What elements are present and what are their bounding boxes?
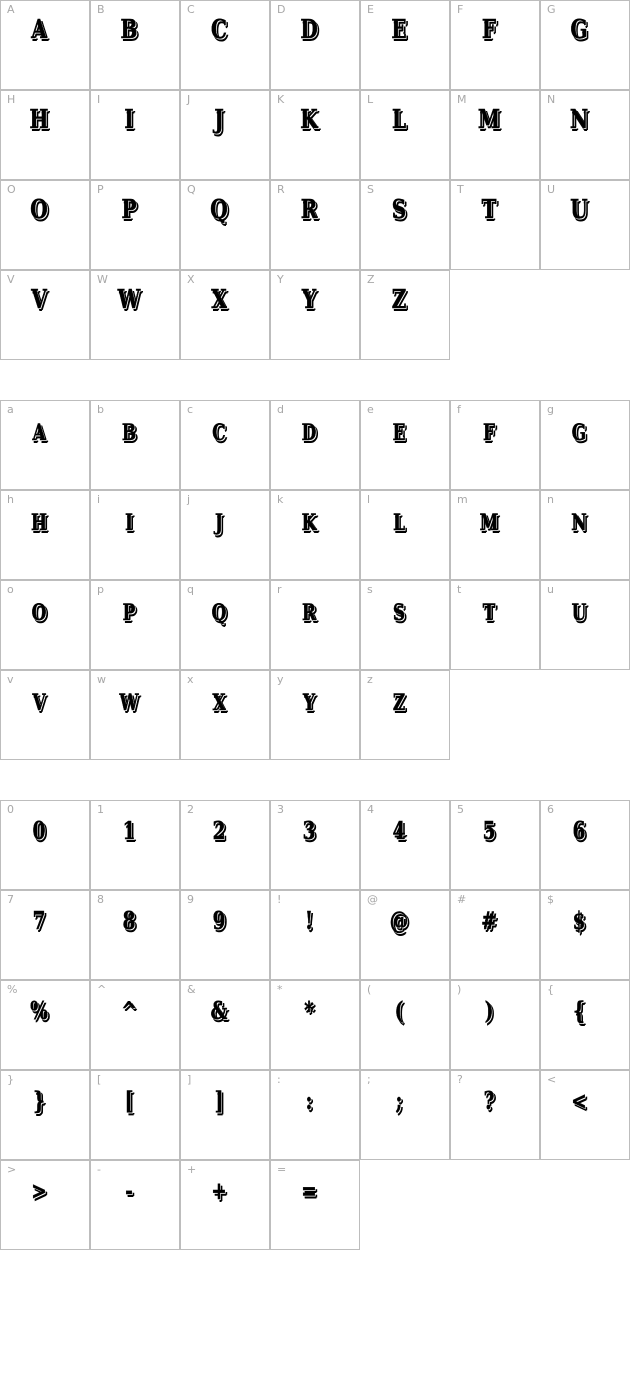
glyph-label: V [7,273,15,286]
glyph-sample: V [32,690,46,716]
glyph-label: F [457,3,464,16]
glyph-cell [180,800,270,890]
glyph-sample: D [300,15,318,45]
glyph-label: < [547,1073,557,1086]
glyph-cell [360,180,450,270]
glyph-label: > [7,1163,17,1176]
glyph-cell [180,890,270,980]
glyph-cell [360,800,450,890]
glyph-sample: G [571,420,587,446]
glyph-label: ^ [97,983,107,996]
glyph-label: n [547,493,554,506]
glyph-cell [90,1160,180,1250]
glyph-label: 4 [367,803,374,816]
glyph-label: : [277,1073,281,1086]
glyph-sample: # [481,906,497,935]
glyph-cell [360,400,450,490]
glyph-sample: 9 [212,906,226,935]
glyph-sample: N [569,105,589,135]
glyph-label: ? [457,1073,463,1086]
glyph-label: c [187,403,194,416]
glyph-label: H [7,93,16,106]
glyph-label: } [7,1073,14,1086]
glyph-cell [180,1160,270,1250]
glyph-sample: 6 [572,816,586,845]
glyph-cell [270,890,360,980]
glyph-label: 1 [97,803,104,816]
glyph-label: % [7,983,18,996]
glyph-label: # [457,893,467,906]
glyph-cell [90,1070,180,1160]
glyph-cell [90,980,180,1070]
glyph-sample: I [124,510,134,536]
glyph-sample: S [392,600,406,626]
glyph-label: m [457,493,468,506]
glyph-cell [180,90,270,180]
glyph-sample: $ [572,906,586,935]
glyph-sample: B [120,15,138,45]
glyph-sample: P [121,195,137,225]
glyph-label: r [277,583,282,596]
glyph-cell [90,490,180,580]
glyph-cell [90,90,180,180]
glyph-sample: K [301,510,317,536]
glyph-cell [450,490,540,580]
glyph-cell [270,1070,360,1160]
glyph-label: G [547,3,556,16]
glyph-sample: X [211,285,227,315]
glyph-sample: ] [214,1086,224,1115]
glyph-cell [180,490,270,580]
glyph-label: d [277,403,284,416]
glyph-label: q [187,583,194,596]
glyph-sample: K [300,105,318,135]
glyph-label: w [97,673,106,686]
glyph-sample: E [391,15,407,45]
glyph-label: = [277,1163,287,1176]
glyph-sample: T [482,600,496,626]
glyph-label: ) [457,983,462,996]
glyph-label: Q [187,183,196,196]
glyph-cell [450,1070,540,1160]
glyph-sample: R [300,195,318,225]
glyph-sample: D [301,420,317,446]
glyph-sample: A [32,420,46,446]
glyph-cell [90,400,180,490]
glyph-cell [360,0,450,90]
glyph-label: e [367,403,374,416]
glyph-cell [0,1160,90,1250]
glyph-label: o [7,583,14,596]
glyph-cell [0,800,90,890]
glyph-sample: % [30,996,48,1025]
glyph-sample: 8 [122,906,136,935]
glyph-sample: ; [395,1086,403,1115]
glyph-sample: M [477,105,501,135]
glyph-cell [540,180,630,270]
glyph-cell [180,580,270,670]
glyph-label: j [187,493,191,506]
glyph-sample: Q [210,195,228,225]
glyph-sample: I [124,105,134,135]
glyph-sample: Y [301,285,317,315]
glyph-label: { [547,983,554,996]
glyph-cell [450,580,540,670]
glyph-sample: @ [389,906,409,935]
glyph-label: ] [187,1073,192,1086]
glyph-label: T [457,183,464,196]
glyph-sample: V [31,285,47,315]
glyph-sample: X [212,690,226,716]
glyph-label: ( [367,983,372,996]
glyph-label: l [367,493,371,506]
glyph-sample: ? [483,1086,495,1115]
glyph-label: t [457,583,462,596]
glyph-sample: C [212,420,226,446]
glyph-label: R [277,183,285,196]
glyph-cell [90,0,180,90]
glyph-label: X [187,273,195,286]
glyph-cell [450,980,540,1070]
glyph-cell [450,180,540,270]
glyph-cell [360,1070,450,1160]
glyph-label: A [7,3,15,16]
glyph-sample: Y [302,690,316,716]
glyph-label: i [97,493,101,506]
glyph-label: ; [367,1073,371,1086]
glyph-sample: 5 [482,816,496,845]
glyph-sample: - [125,1176,133,1205]
glyph-label: y [277,673,284,686]
glyph-sample: = [301,1176,317,1205]
glyph-sample: 3 [302,816,316,845]
glyph-label: Z [367,273,375,286]
glyph-label: [ [97,1073,102,1086]
glyph-label: f [457,403,461,416]
glyph-cell [180,180,270,270]
glyph-cell [0,490,90,580]
glyph-label: 6 [547,803,554,816]
glyph-cell [270,270,360,360]
glyph-sample: F [482,420,496,446]
glyph-sample: + [211,1176,227,1205]
glyph-label: s [367,583,373,596]
glyph-cell [360,670,450,760]
glyph-cell [270,0,360,90]
glyph-sample: H [30,510,48,536]
glyph-cell [180,980,270,1070]
glyph-label: $ [547,893,554,906]
glyph-cell [360,490,450,580]
glyph-sample: ) [484,996,494,1025]
glyph-cell [270,580,360,670]
glyph-sample: 2 [212,816,226,845]
glyph-cell [90,800,180,890]
glyph-label: - [97,1163,101,1176]
glyph-label: k [277,493,284,506]
glyph-label: B [97,3,105,16]
glyph-label: x [187,673,194,686]
glyph-label: ! [277,893,282,906]
glyph-sample: M [479,510,499,536]
glyph-label: S [367,183,374,196]
glyph-sample: Q [211,600,227,626]
glyph-label: 0 [7,803,14,816]
glyph-cell [270,490,360,580]
glyph-cell [0,580,90,670]
glyph-label: + [187,1163,197,1176]
glyph-cell [0,90,90,180]
glyph-label: b [97,403,104,416]
glyph-cell [0,980,90,1070]
glyph-sample: 7 [32,906,46,935]
glyph-cell [540,890,630,980]
glyph-cell [360,90,450,180]
glyph-sample: Z [391,285,407,315]
glyph-cell [180,270,270,360]
glyph-label: M [457,93,467,106]
glyph-cell [180,400,270,490]
glyph-label: v [7,673,14,686]
glyph-sample: } [32,1086,46,1115]
glyph-cell [0,270,90,360]
glyph-cell [450,890,540,980]
glyph-sample: T [481,195,497,225]
glyph-cell [360,580,450,670]
glyph-label: I [97,93,101,106]
glyph-cell [540,400,630,490]
glyph-cell [90,180,180,270]
glyph-label: Y [277,273,284,286]
glyph-sample: 0 [32,816,46,845]
glyph-label: p [97,583,104,596]
glyph-cell [90,890,180,980]
glyph-cell [540,800,630,890]
glyph-label: h [7,493,14,506]
glyph-sample: * [304,996,314,1025]
glyph-cell [360,980,450,1070]
glyph-sample: U [570,195,588,225]
glyph-cell [270,800,360,890]
glyph-sample: O [30,195,48,225]
glyph-cell [540,90,630,180]
glyph-cell [270,180,360,270]
glyph-cell [0,890,90,980]
glyph-label: & [187,983,196,996]
glyph-sample: > [31,1176,47,1205]
glyph-cell [540,0,630,90]
glyph-sample: L [392,510,406,536]
glyph-cell [270,400,360,490]
glyph-sample: J [214,510,224,536]
glyph-sample: ( [394,996,404,1025]
glyph-cell [450,90,540,180]
glyph-sample: W [117,285,141,315]
glyph-cell [0,670,90,760]
glyph-sample: [ [124,1086,134,1115]
glyph-cell [0,1070,90,1160]
glyph-sample: R [301,600,317,626]
glyph-sample: O [31,600,47,626]
glyph-label: O [7,183,16,196]
glyph-label: J [187,93,191,106]
glyph-sample: : [305,1086,313,1115]
glyph-cell [540,580,630,670]
glyph-cell [0,180,90,270]
glyph-cell [180,670,270,760]
glyph-sample: 4 [392,816,406,845]
glyph-label: z [367,673,373,686]
glyph-label: 3 [277,803,284,816]
glyph-cell [270,980,360,1070]
glyph-sample: 1 [122,816,136,845]
glyph-sample: & [210,996,228,1025]
glyph-sample: ^ [121,996,137,1025]
glyph-label: E [367,3,374,16]
glyph-sample: N [571,510,587,536]
glyph-label: W [97,273,108,286]
glyph-sample: C [210,15,228,45]
glyph-cell [90,270,180,360]
glyph-cell [450,800,540,890]
glyph-cell [540,1070,630,1160]
glyph-cell [180,0,270,90]
glyph-label: 9 [187,893,194,906]
glyph-sample: A [31,15,47,45]
glyph-sample: E [392,420,406,446]
glyph-cell [90,670,180,760]
glyph-label: * [277,983,283,996]
glyph-sample: < [571,1086,587,1115]
glyph-label: P [97,183,104,196]
glyph-label: g [547,403,554,416]
glyph-label: u [547,583,554,596]
glyph-cell [360,890,450,980]
glyph-label: U [547,183,556,196]
glyph-cell [0,400,90,490]
glyph-sample: F [481,15,497,45]
glyph-cell [0,0,90,90]
glyph-label: 2 [187,803,194,816]
glyph-sample: J [214,105,224,135]
glyph-sample: S [391,195,407,225]
glyph-cell [270,1160,360,1250]
glyph-sample: P [122,600,136,626]
glyph-label: C [187,3,195,16]
glyph-label: 8 [97,893,104,906]
glyph-label: N [547,93,556,106]
glyph-cell [90,580,180,670]
glyph-label: D [277,3,286,16]
glyph-label: a [7,403,14,416]
glyph-sample: U [571,600,587,626]
glyph-label: 5 [457,803,464,816]
glyph-cell [540,980,630,1070]
glyph-cell [270,670,360,760]
glyph-cell [270,90,360,180]
glyph-cell [450,0,540,90]
glyph-cell [180,1070,270,1160]
glyph-cell [360,270,450,360]
glyph-sample: G [570,15,588,45]
glyph-sample: ! [304,906,314,935]
glyph-sample: H [29,105,49,135]
glyph-label: @ [367,893,378,906]
glyph-sample: L [391,105,407,135]
glyph-label: 7 [7,893,14,906]
glyph-sample: Z [392,690,406,716]
glyph-sample: B [121,420,137,446]
glyph-label: L [367,93,374,106]
glyph-sample: W [119,690,139,716]
glyph-cell [450,400,540,490]
glyph-cell [540,490,630,580]
glyph-sample: { [572,996,586,1025]
glyph-label: K [277,93,285,106]
